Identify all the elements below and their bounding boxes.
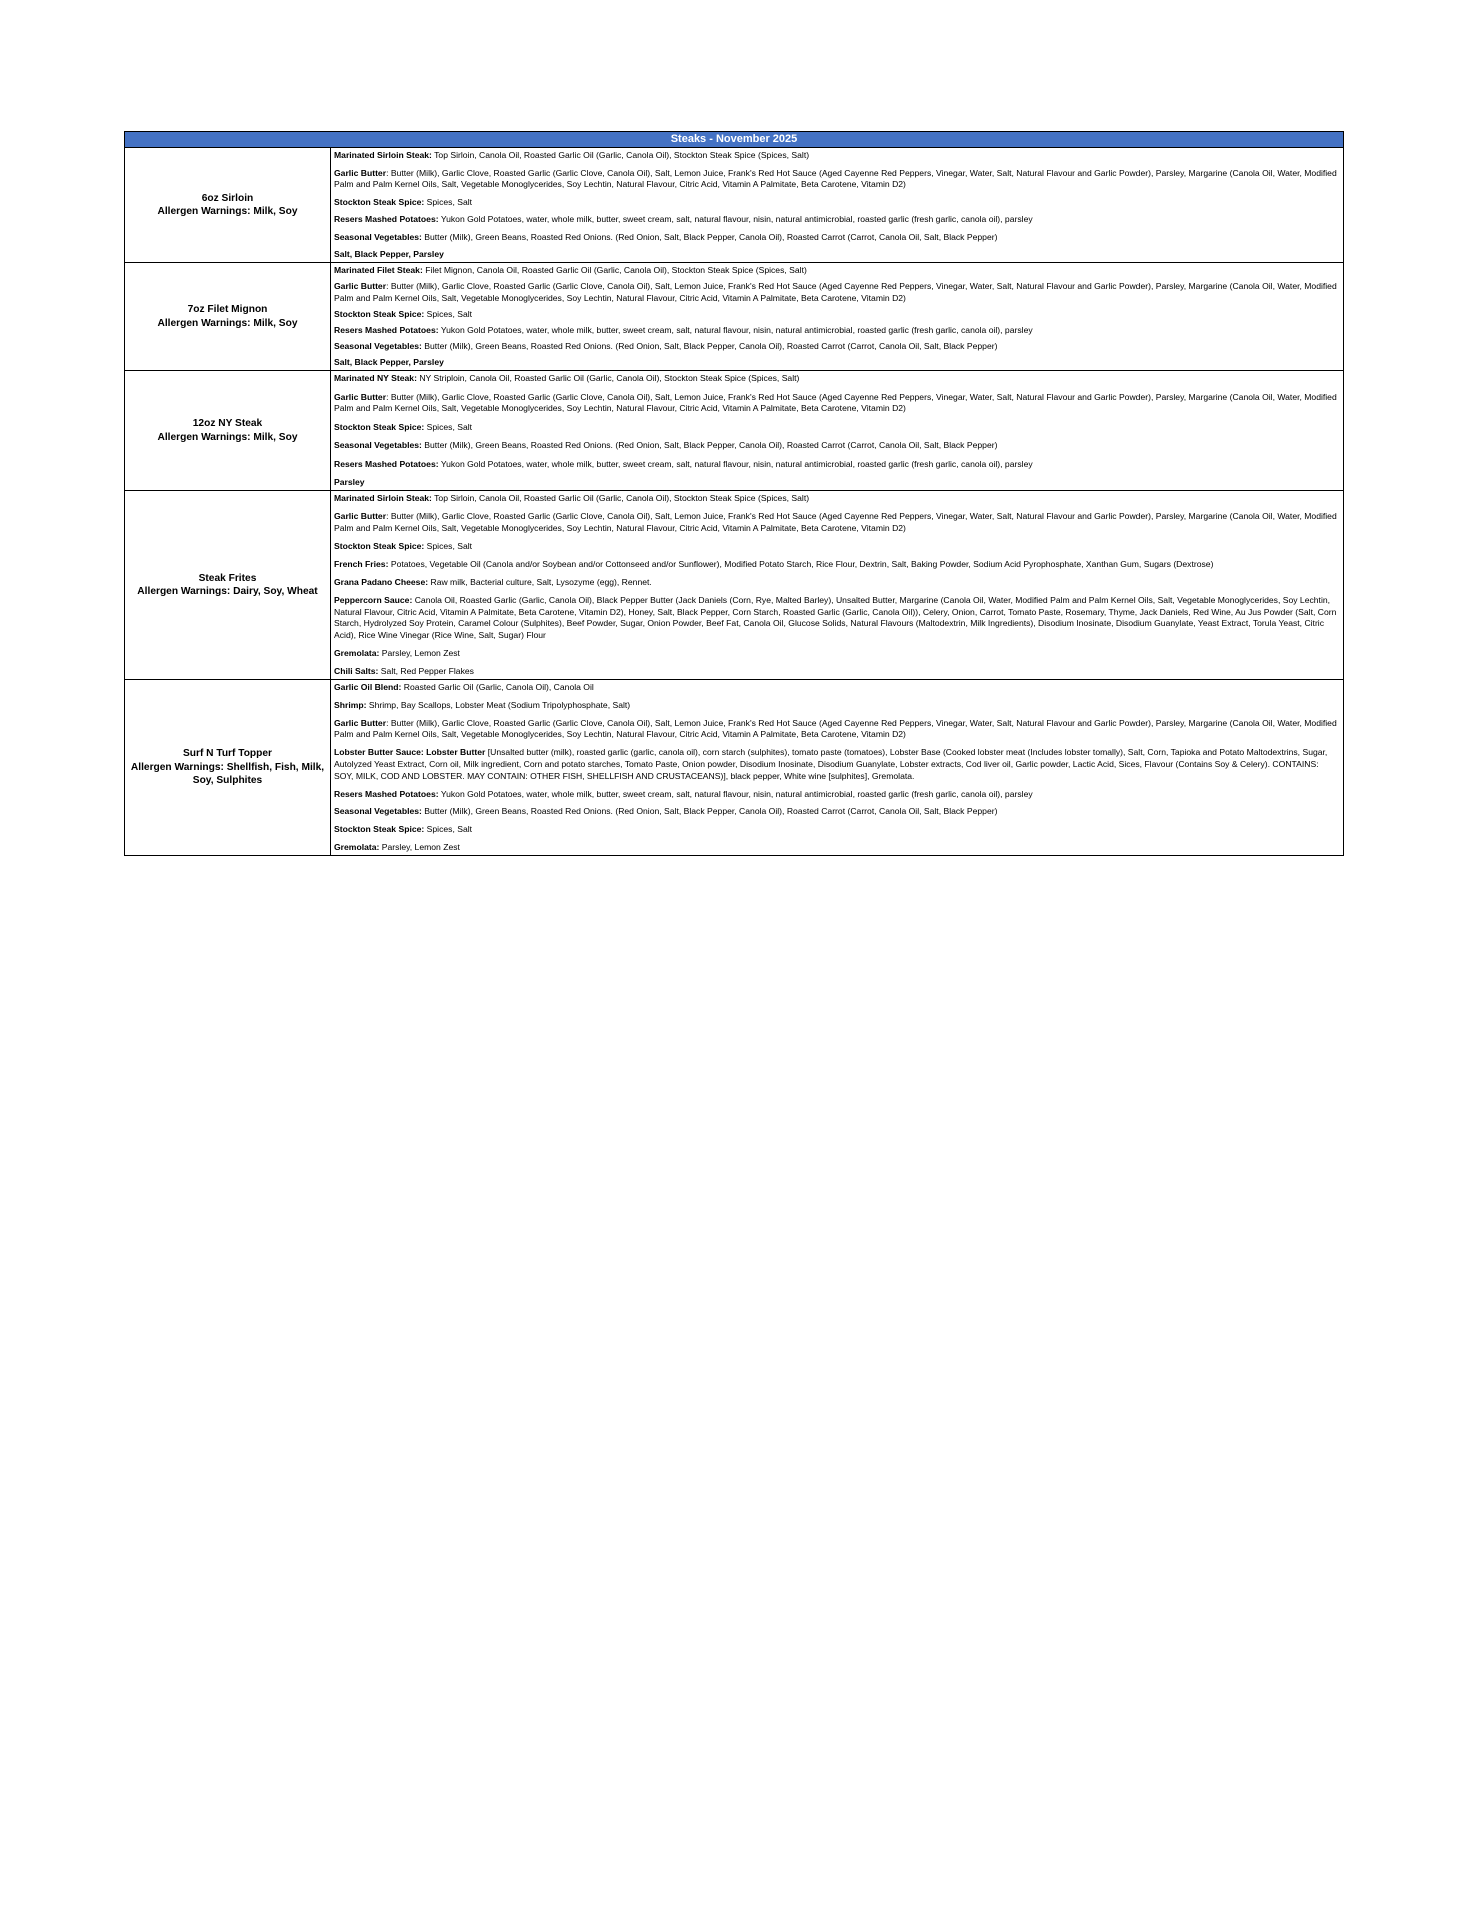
allergen-warnings: Allergen Warnings: Shellfish, Fish, Milk, Soy, Sulphites: [130, 761, 325, 787]
item-name: Steak Frites: [198, 572, 257, 584]
ingredient-label: Garlic Butter: [334, 281, 387, 292]
table-title: Steaks - November 2025: [125, 132, 1343, 148]
allergen-table: [124, 131, 1344, 856]
ingredient-entry: [334, 422, 1339, 434]
item-name-cell: [125, 491, 331, 679]
ingredient-text: Salt, Red Pepper Flakes: [378, 666, 474, 677]
table-row: [125, 491, 1343, 680]
ingredient-label: Stockton Steak Spice:: [334, 540, 425, 551]
ingredient-entry: [334, 842, 1339, 854]
table-row: [125, 263, 1343, 371]
ingredient-text: Spices, Salt: [424, 540, 473, 551]
ingredient-entry: [334, 440, 1339, 452]
components-cell: [331, 263, 1343, 370]
ingredient-text: Spices, Salt: [424, 308, 473, 319]
ingredient-text: Parsley, Lemon Zest: [379, 842, 460, 853]
table-row: [125, 148, 1343, 263]
ingredient-label: Stockton Steak Spice:: [334, 308, 425, 319]
ingredient-label: Gremolata:: [334, 648, 380, 659]
ingredient-text: Yukon Gold Potatoes, water, whole milk, butter, sweet cream, salt, natural flavour, nisin, natural antimicrobial, roasted garlic (fresh garlic, canola oil), parsley: [438, 325, 1033, 336]
ingredient-label: Garlic Oil Blend:: [334, 682, 402, 692]
ingredient-text: Roasted Garlic Oil (Garlic, Canola Oil), Canola Oil: [401, 682, 594, 692]
ingredient-text: Butter (Milk), Green Beans, Roasted Red Onions. (Red Onion, Salt, Black Pepper, Canola Oil), Roasted Carrot (Carrot, Canola Oil, Salt, Black Pepper): [421, 806, 998, 817]
ingredient-entry: [334, 197, 1339, 209]
ingredient-entry: [334, 718, 1339, 741]
components-cell: [331, 491, 1343, 679]
item-name: 12oz NY Steak: [192, 418, 263, 429]
ingredient-text: Shrimp, Bay Scallops, Lobster Meat (Sodium Tripolyphosphate, Salt): [366, 699, 631, 710]
components-cell: [331, 371, 1343, 490]
ingredient-text: Top Sirloin, Canola Oil, Roasted Garlic Oil (Garlic, Canola Oil), Stockton Steak Spice (Spices, Salt): [431, 493, 810, 503]
ingredient-text: Butter (Milk), Green Beans, Roasted Red Onions. (Red Onion, Salt, Black Pepper, Canola Oil), Roasted Carrot (Carrot, Canola Oil, Salt, Black Pepper): [421, 440, 998, 451]
ingredient-entry: [334, 666, 1339, 678]
ingredient-text: Top Sirloin, Canola Oil, Roasted Garlic Oil (Garlic, Canola Oil), Stockton Steak Spice (Spices, Salt): [431, 150, 810, 160]
ingredient-label: Grana Padano Cheese:: [334, 577, 429, 588]
ingredient-text: Yukon Gold Potatoes, water, whole milk, butter, sweet cream, salt, natural flavour, nisin, natural antimicrobial, roasted garlic (fresh garlic, canola oil), parsley: [438, 788, 1033, 799]
ingredient-entry: [334, 168, 1339, 191]
ingredient-entry: [334, 249, 1339, 261]
ingredient-text: : Butter (Milk), Garlic Clove, Roasted Garlic (Garlic Clove, Canola Oil), Salt, Lemon Juice, Frank's Red Hot Sauce (Aged Cayenne Red Peppers, Vinegar, Water, Salt, Natural Flavour and Garlic Powder), Parsley, Margarine (Canola Oil, Water, Modified Palm and Palm Kernel Oils, Salt, Vegetable Monoglycerides, Soy Lechtin, Natural Flavour, Citric Acid, Vitamin A Palmitate, Beta Carotene, Vitamin D2): [334, 717, 1337, 740]
ingredient-entry: [334, 214, 1339, 226]
ingredient-label: Marinated Filet Steak:: [334, 265, 423, 275]
allergen-warnings: Allergen Warnings: Milk, Soy: [157, 431, 298, 443]
ingredient-text: [Unsalted butter (milk), roasted garlic (garlic, canola oil), corn starch (sulphites), tomato paste (tomatoes), Lobster Base (Cooked lobster meat (Includes lobster tomally), Salt, Corn, Tapioka and Potato Maltodextrins, Sugar, Autolyzed Yeast Extract, Corn oil, Milk ingredient, Corn and potato starches, Tomato Paste, Onion powder, Disodium Inosinate, Disodium Guanylate, Lobster extracts, Cod liver oil, Garlic powder, Lactic Acid, Sices, Flavour (Contains Soy & Celery). CONTAINS: SOY, MILK, COD AND LOBSTER. MAY CONTAIN: OTHER FISH, SHELLFISH AND CRUSTACEANS)], black pepper, White wine [sulphites], Gremolata.: [334, 747, 1328, 781]
ingredient-entry: [334, 511, 1339, 534]
components-cell: [331, 680, 1343, 855]
ingredient-text: Spices, Salt: [424, 196, 473, 207]
ingredient-entry: [334, 541, 1339, 553]
ingredient-text: : Butter (Milk), Garlic Clove, Roasted Garlic (Garlic Clove, Canola Oil), Salt, Lemon Juice, Frank's Red Hot Sauce (Aged Cayenne Red Peppers, Vinegar, Water, Salt, Natural Flavour and Garlic Powder), Parsley, Margarine (Canola Oil, Water, Modified Palm and Palm Kernel Oils, Salt, Vegetable Monoglycerides, Soy Lechtin, Natural Flavour, Citric Acid, Vitamin A Palmitate, Beta Carotene, Vitamin D2): [334, 391, 1337, 414]
ingredient-label: Peppercorn Sauce:: [334, 595, 413, 606]
ingredient-text: Potatoes, Vegetable Oil (Canola and/or Soybean and/or Cottonseed and/or Sunflower), Modified Potato Starch, Rice Flour, Dextrin, Salt, Baking Powder, Sodium Acid Pyrophosphate, Xanthan Gum, Sugars (Dextrose): [388, 559, 1214, 570]
item-name-cell: [125, 148, 331, 262]
ingredient-label: Parsley: [334, 477, 365, 488]
ingredient-label: Marinated NY Steak:: [334, 373, 417, 383]
ingredient-entry: [334, 281, 1339, 304]
ingredient-entry: [334, 265, 1339, 277]
ingredient-entry: [334, 595, 1339, 641]
ingredient-label: Lobster Butter Sauce: Lobster Butter: [334, 747, 486, 758]
ingredient-entry: [334, 341, 1339, 353]
ingredient-label: Seasonal Vegetables:: [334, 440, 422, 451]
ingredient-entry: [334, 392, 1339, 415]
ingredient-label: Stockton Steak Spice:: [334, 421, 425, 432]
item-name: 6oz Sirloin: [201, 192, 254, 204]
allergen-warnings: Allergen Warnings: Milk, Soy: [157, 206, 298, 217]
ingredient-label: Marinated Sirloin Steak:: [334, 150, 432, 160]
ingredient-label: Stockton Steak Spice:: [334, 824, 425, 835]
ingredient-entry: [334, 559, 1339, 571]
components-cell: [331, 148, 1343, 262]
ingredient-text: NY Striploin, Canola Oil, Roasted Garlic Oil (Garlic, Canola Oil), Stockton Steak Spice (Spices, Salt): [416, 373, 800, 383]
ingredient-label: Seasonal Vegetables:: [334, 806, 422, 817]
ingredient-entry: [334, 682, 1339, 694]
ingredient-text: Yukon Gold Potatoes, water, whole milk, butter, sweet cream, salt, natural flavour, nisin, natural antimicrobial, roasted garlic (fresh garlic, canola oil), parsley: [438, 458, 1033, 469]
ingredient-entry: [334, 309, 1339, 321]
ingredient-label: Salt, Black Pepper, Parsley: [334, 249, 444, 260]
ingredient-text: Canola Oil, Roasted Garlic (Garlic, Canola Oil), Black Pepper Butter (Jack Daniels (Corn, Rye, Malted Barley), Unsalted Butter, Margarine (Canola Oil, Water, Modified Palm and Palm Kernel Oils, Salt, Vegetable Monoglycerides, Soy Lechtin, Natural Flavour, Citric Acid, Vitamin A Palmitate, Beta Carotene, Vitamin D2), Honey, Salt, Black Pepper, Corn Starch, Roasted Garlic (Garlic, Canola Oil)), Celery, Onion, Carrot, Tomato Paste, Rosemary, Thyme, Jack Daniels, Red Wine, Au Jus Powder (Salt, Corn Starch, Hydrolyzed Soy Protein, Caramel Colour (Sulphites), Beef Powder, Sugar, Onion Powder, Beef Fat, Canola Oil, Glucose Solids, Natural Flavours (Maltodextrin, Milk Ingredients), Disodium Inosinate, Disodium Guanylate, Yeast Extract, Torula Yeast, Citric Acid), Rice Wine Vinegar (Rice Wine, Salt, Sugar) Flour: [334, 595, 1337, 641]
ingredient-text: Spices, Salt: [424, 421, 473, 432]
ingredient-entry: [334, 357, 1339, 369]
ingredient-entry: [334, 459, 1339, 471]
item-name-cell: [125, 263, 331, 370]
table-row: [125, 371, 1343, 491]
ingredient-text: Spices, Salt: [424, 824, 473, 835]
ingredient-entry: [334, 824, 1339, 836]
ingredient-label: Garlic Butter: [334, 167, 387, 178]
ingredient-label: French Fries:: [334, 559, 389, 570]
item-name: 7oz Filet Mignon: [187, 304, 268, 315]
ingredient-label: Garlic Butter: [334, 511, 387, 522]
ingredient-text: Parsley, Lemon Zest: [379, 648, 460, 659]
ingredient-label: Stockton Steak Spice:: [334, 196, 425, 207]
ingredient-text: : Butter (Milk), Garlic Clove, Roasted Garlic (Garlic Clove, Canola Oil), Salt, Lemon Juice, Frank's Red Hot Sauce (Aged Cayenne Red Peppers, Vinegar, Water, Salt, Natural Flavour and Garlic Powder), Parsley, Margarine (Canola Oil, Water, Modified Palm and Palm Kernel Oils, Salt, Vegetable Monoglycerides, Soy Lechtin, Natural Flavour, Citric Acid, Vitamin A Palmitate, Beta Carotene, Vitamin D2): [334, 281, 1337, 303]
ingredient-entry: [334, 232, 1339, 244]
ingredient-text: : Butter (Milk), Garlic Clove, Roasted Garlic (Garlic Clove, Canola Oil), Salt, Lemon Juice, Frank's Red Hot Sauce (Aged Cayenne Red Peppers, Vinegar, Water, Salt, Natural Flavour and Garlic Powder), Parsley, Margarine (Canola Oil, Water, Modified Palm and Palm Kernel Oils, Salt, Vegetable Monoglycerides, Soy Lechtin, Natural Flavour, Citric Acid, Vitamin A Palmitate, Beta Carotene, Vitamin D2): [334, 511, 1337, 533]
ingredient-label: Resers Mashed Potatoes:: [334, 214, 439, 225]
ingredient-text: : Butter (Milk), Garlic Clove, Roasted Garlic (Garlic Clove, Canola Oil), Salt, Lemon Juice, Frank's Red Hot Sauce (Aged Cayenne Red Peppers, Vinegar, Water, Salt, Natural Flavour and Garlic Powder), Parsley, Margarine (Canola Oil, Water, Modified Palm and Palm Kernel Oils, Salt, Vegetable Monoglycerides, Soy Lechtin, Natural Flavour, Citric Acid, Vitamin A Palmitate, Beta Carotene, Vitamin D2): [334, 167, 1337, 190]
ingredient-label: Garlic Butter: [334, 717, 387, 728]
ingredient-label: Salt, Black Pepper, Parsley: [334, 357, 444, 368]
ingredient-label: Seasonal Vegetables:: [334, 231, 422, 242]
ingredient-text: Butter (Milk), Green Beans, Roasted Red Onions. (Red Onion, Salt, Black Pepper, Canola Oil), Roasted Carrot (Carrot, Canola Oil, Salt, Black Pepper): [421, 231, 998, 242]
table-row: [125, 680, 1343, 855]
ingredient-label: Chili Salts:: [334, 666, 379, 677]
ingredient-entry: [334, 325, 1339, 337]
ingredient-entry: [334, 789, 1339, 801]
ingredient-label: Gremolata:: [334, 842, 380, 853]
ingredient-entry: [334, 150, 1339, 162]
ingredient-text: Filet Mignon, Canola Oil, Roasted Garlic Oil (Garlic, Canola Oil), Stockton Steak Spice (Spices, Salt): [422, 265, 807, 275]
ingredient-label: Seasonal Vegetables:: [334, 341, 422, 352]
ingredient-entry: [334, 700, 1339, 712]
ingredient-label: Resers Mashed Potatoes:: [334, 458, 439, 469]
ingredient-text: Raw milk, Bacterial culture, Salt, Lysozyme (egg), Rennet.: [428, 577, 652, 588]
ingredient-entry: [334, 806, 1339, 818]
item-name-cell: [125, 371, 331, 490]
ingredient-entry: [334, 648, 1339, 660]
ingredient-entry: [334, 747, 1339, 782]
item-name: Surf N Turf Topper: [182, 748, 273, 760]
ingredient-label: Resers Mashed Potatoes:: [334, 325, 439, 336]
ingredient-entry: [334, 493, 1339, 505]
ingredient-entry: [334, 577, 1339, 589]
ingredient-entry: [334, 477, 1339, 489]
allergen-warnings: Allergen Warnings: Milk, Soy: [157, 317, 298, 329]
ingredient-label: Marinated Sirloin Steak:: [334, 493, 432, 503]
ingredient-label: Garlic Butter: [334, 391, 387, 402]
allergen-warnings: Allergen Warnings: Dairy, Soy, Wheat: [137, 586, 318, 597]
ingredient-label: Shrimp:: [334, 699, 367, 710]
ingredient-entry: [334, 373, 1339, 385]
ingredient-text: Butter (Milk), Green Beans, Roasted Red Onions. (Red Onion, Salt, Black Pepper, Canola Oil), Roasted Carrot (Carrot, Canola Oil, Salt, Black Pepper): [421, 341, 998, 352]
ingredient-label: Resers Mashed Potatoes:: [334, 788, 439, 799]
item-name-cell: [125, 680, 331, 855]
ingredient-text: Yukon Gold Potatoes, water, whole milk, butter, sweet cream, salt, natural flavour, nisin, natural antimicrobial, roasted garlic (fresh garlic, canola oil), parsley: [438, 214, 1033, 225]
